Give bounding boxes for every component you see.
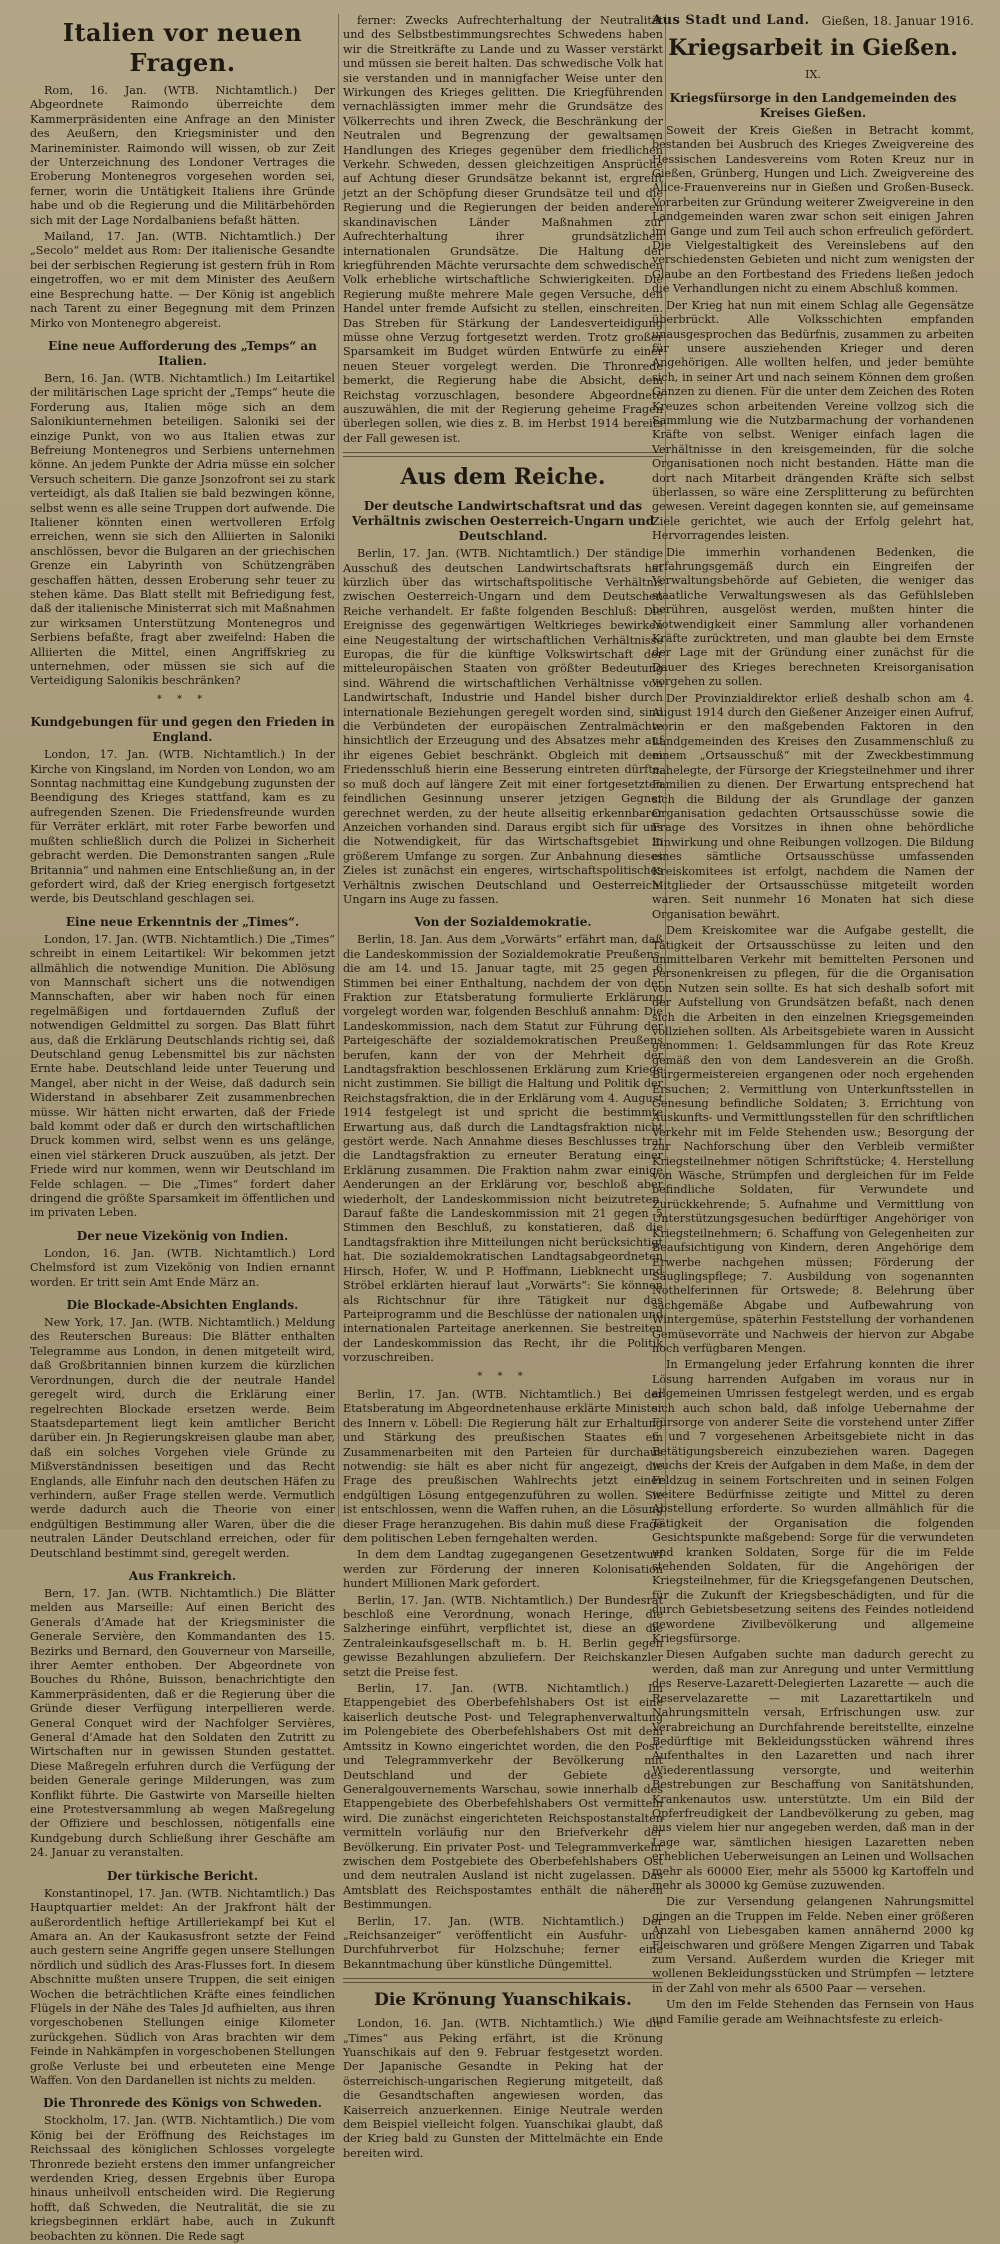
paragraph: Berlin, 17. Jan. (WTB. Nichtamtlich.) Der Bundesrat beschloß eine Verordnung, wonach Heringe, die Salzheringe einführt, verpflichtet ist, diese an die Zentraleinkaufsgesellschaft m. b. H. Berlin gegen gewisse Bezahlungen abzuliefern. Der Reichskanzler setzt die Preise fest. <box>343 1593 663 1679</box>
column-2 <box>343 14 663 2160</box>
paragraph: London, 17. Jan. (WTB. Nichtamtlich.) Die „Times“ schreibt in einem Leitartikel: Wir bekommen jetzt allmählich die notwendige Munition. Die Ablösung von Mannschaft sichert uns die notwendigen Mannschaften, aber wir haben noch für einen regelmäßigen und fortdauernden Zufluß der notwendigen Geldmittel zu sorgen. Das Blatt führt aus, daß die Erklärung Deutschlands richtig sei, daß Deutschland genug Lebensmittel bis zur nächsten Ernte habe. Deutschland leide unter Teuerung und Mangel, aber nicht in der Weise, daß dadurch sein Widerstand in absehbarer Zeit zusammenbrechen müsse. Wir hätten nicht erwarten, daß der Friede bald kommt oder daß er durch den wirtschaftlichen Druck kommen wird, selbst wenn es uns gelänge, einen viel stärkeren Druck auszuüben, als jetzt. Der Friede wird nur kommen, wenn wir Deutschland im Felde schlagen. — Die „Times“ fordert daher dringend die größte Sparsamkeit im öffentlichen und im privaten Leben. <box>30 932 335 1220</box>
subheading-sozialdemokratie: Von der Sozialdemokratie. <box>414 915 592 930</box>
headline-italien: Italien vor neuen Fragen. <box>62 18 303 77</box>
part-number: IX. <box>805 68 821 82</box>
paragraph: Rom, 16. Jan. (WTB. Nichtamtlich.) Der Abgeordnete Raimondo überreichte dem Kammerpräsidenten eine Anfrage an den Minister des Aeußern, den Kriegsminister und den Marineminister. Raimondo will wissen, ob zur Zeit der Unterzeichnung des Londoner Vertrages die Eroberung Montenegros vorgesehen worden sei, ferner, worin die Untätigkeit Italiens ihre Gründe habe und ob die Regierung und die Militärbehörden sich mit der Lage Nordalbaniens befaßt hätten. <box>30 84 335 227</box>
subheading-landwirtschaftsrat: Der deutsche Landwirtschaftsrat und das Verhältnis zwischen Oesterreich-Ungarn und Deutschland. <box>351 499 655 544</box>
separator-stars: * * * <box>477 1370 529 1382</box>
paragraph: Der Krieg hat nun mit einem Schlag alle Gegensätze überbrückt. Alle Volksschichten empfanden unausgesprochen das Bedürfnis, zusammen zu arbeiten für unsere ausziehenden Krieger und deren Angehörigen. Alle wollten helfen, und jeder bemühte sich, in seiner Art und nach seinem Können dem großen Ganzen zu dienen. Für die unter dem Zeichen des Roten Kreuzes schon arbeitenden Vereine vollzog sich die Sammlung wie die Nutzbarmachung der vorhandenen Kräfte von selbst. Weniger einfach lagen die Verhältnisse in den kreisgemeinden, für die solche Organisationen noch nicht bestanden. Hätte man die dort nach Mitarbeit drängenden Kräfte sich selbst überlassen, so wäre eine Zersplitterung zu befürchten gewesen. Vereint dagegen konnten sie, auf gemeinsame Ziele gerichtet, wie auch der Erfolg gelehrt hat, Hervorragendes leisten. <box>652 298 974 543</box>
paragraph: Bern, 17. Jan. (WTB. Nichtamtlich.) Die Blätter melden aus Marseille: Auf einen Bericht des Generals d’Amade hat der Kriegsminister die Generale Servière, den Kommandanten des 15. Bezirks und Bernard, den Gouverneur von Marseille, ihrer Aemter enthoben. Der Abgeordnete von Bouches du Rhône, Buisson, benachrichtigte den Kammerpräsidenten, daß er die Regierung über die Gründe dieser Verfügung interpellieren werde. General Conquet wird der Nachfolger Servières, General d’Amade hat den Soldaten den Zutritt zu Wirtschaften nur in gewissen Stunden gestattet. Diese Maßregeln erfuhren durch die Verfügung der beiden Generale geringe Milderungen, was zum Konflikt führte. Die Gastwirte von Marseille hielten eine Protestversammlung ab wegen Maßregelung der Offiziere und beschlossen, nötigenfalls eine Kundgebung durch Schließung ihrer Geschäfte am 24. Januar zu veranstalten. <box>30 1586 335 1860</box>
subheading-turkish: Der türkische Bericht. <box>106 1868 258 1883</box>
dateline: Gießen, 18. Januar 1916. <box>821 14 974 28</box>
paragraph: Diesen Aufgaben suchte man dadurch gerecht zu werden, daß man zur Anregung und unter Vermittlung des Reserve-Lazarett-Delegierten Lazarette — auch die Reservelazarette — mit Lazarettartikeln und Nahrungsmitteln versah, Erfrischungen usw. zur Verabreichung an Durchfahrende bereitstellte, einzelne Bedürftige mit Bekleidungsstücken während ihres Aufenthaltes in den Lazaretten und nach ihrer Wiederentlassung versorgte, und weiterhin Bestrebungen zur Beschaffung von Sanitätshunden, Krankenautos usw. unterstützte. Um ein Bild der Opferfreudigkeit der Landbevölkerung zu geben, mag aus vielem hier nur angegeben werden, daß man in der Lage war, sämtlichen hiesigen Lazaretten neben erheblichen Ueberweisungen an Leinen und Wollsachen mehr als 60000 Eier, mehr als 55000 kg Kartoffeln und mehr als 30000 kg Gemüse zuzuwenden. <box>652 1648 974 1892</box>
paragraph: London, 16. Jan. (WTB. Nichtamtlich.) Wie die „Times“ aus Peking erfährt, ist die Krönung Yuanschikais auf den 9. Februar festgesetzt worden. Der Japanische Gesandte in Peking hat der österreichisch-ungarischen Regierung mitgeteilt, daß die Gesandtschaften angewiesen worden, das Kaiserreich anzuerkennen. Einige Neutrale werden dem Beispiel vielleicht folgen. Yuanschikai glaubt, daß der Krieg bald zu Gunsten der Mittelmächte ein Ende bereiten wird. <box>343 2017 663 2160</box>
subheading-sweden: Die Thronrede des Königs von Schweden. <box>43 2096 322 2111</box>
paragraph: New York, 17. Jan. (WTB. Nichtamtlich.) Meldung des Reuterschen Bureaus: Die Blätter enthalten Telegramme aus London, in denen mitgeteilt wird, daß Großbritannien binnen kurzem die kürzlichen Verordnungen, durch die der neutrale Handel geregelt wird, durch die Erklärung einer regelrechten Blockade ersetzen werde. Beim Staatsdepartement liegt kein amtlicher Bericht darüber ein. Jn Regierungskreisen glaube man aber, daß ein solches Vorgehen viele Gründe zu Mißverständnissen beseitigen und das Recht Englands, alle Einfuhr nach den deutschen Häfen zu verhindern, außer Frage stellen werde. Vermutlich werde dadurch auch die Theorie von einer endgültigen Bestimmung aller Waren, über die die neutralen Länder Deutschland erreichen, oder für Deutschland bestimmt sind, geregelt werden. <box>30 1316 335 1560</box>
column-3 <box>652 13 974 2026</box>
paragraph: In Ermangelung jeder Erfahrung konnten die ihrer Lösung harrenden Aufgaben im voraus nur in allgemeinen Umrissen festgelegt werden, und es ergab sich auch schon bald, daß infolge Uebernahme der Fürsorge von anderer Seite die vorstehend unter Ziffer 6 und 7 vorgesehenen Arbeitsgebiete nicht in das Betätigungsbereich einzubeziehen waren. Dagegen wuchs der Kreis der Aufgaben in dem Maße, in dem der Feldzug in seinem Fortschreiten und in seinen Folgen weitere Bedürfnisse zeitigte und Mittel zu deren Abstellung erforderte. So wurden allmählich für die Tätigkeit der Organisation die folgenden Gesichtspunkte maßgebend: Sorge für die verwundeten und kranken Soldaten, Sorge für die im Felde stehenden Soldaten, für die Angehörigen der Kriegsteilnehmer, für die Kriegsgefangenen Deutschen, für die Zukunft der Kriegsbeschädigten, und für die durch Gebietsbesetzung seitens des Feindes notleidend gewordene Zivilbevölkerung und allgemeine Kriegsfürsorge. <box>652 1358 974 1646</box>
headline-yuanschikai: Die Krönung Yuanschikais. <box>374 1990 632 2011</box>
subheading-kriegsfuersorge: Kriegsfürsorge in den Landgemeinden des Kreises Gießen. <box>669 90 957 120</box>
paragraph: In dem dem Landtag zugegangenen Gesetzentwurf werden zur Förderung der inneren Kolonisation hundert Millionen Mark gefordert. <box>343 1548 663 1591</box>
subheading-times: Eine neue Erkenntnis der „Times“. <box>65 914 300 929</box>
paragraph: Der Provinzialdirektor erließ deshalb schon am 4. August 1914 durch den Gießener Anzeiger einen Aufruf, worin er den maßgebenden Faktoren in den Landgemeinden des Kreises den Zusammenschluß zu einem „Ortsausschuß“ mit der Zweckbestimmung nahelegte, der Fürsorge der Kriegsteilnehmer und ihrer Familien zu dienen. Der Erwartung entsprechend hat sich die Bildung der als Grundlage der ganzen Organisation gedachten Ortsausschüsse sowie die Frage des Vorsitzes in ihnen ohne behördliche Einwirkung und ohne Reibungen vollzogen. Die Bildung eines sämtliche Ortsausschüsse umfassenden Kreiskomitees ist erfolgt, nachdem die Namen der Mitglieder der Ortsausschüsse mitgeteilt worden waren. Seit nunmehr 16 Monaten hat sich diese Organisation bewährt. <box>652 691 974 921</box>
section-header <box>652 14 974 28</box>
paragraph: Berlin, 17. Jan. (WTB. Nichtamtlich.) Der „Reichsanzeiger“ veröffentlicht ein Ausfuhr- und Durchfuhrverbot für Holzschuhe; ferner eine Bekanntmachung über künstliche Düngemittel. <box>343 1914 663 1971</box>
subheading-temps: Eine neue Aufforderung des „Temps“ an Italien. <box>48 338 317 368</box>
section-title: Aus Stadt und Land. <box>652 13 810 28</box>
paragraph: ferner: Zwecks Aufrechterhaltung der Neutralität und des Selbstbestimmungsrechtes Schwedens haben wir die Streitkräfte zu Lande und zu Wasser verstärkt und müssen sie bereit halten. Das schwedische Volk hat sie verstanden und in mannigfacher Weise unter den Wirkungen des Krieges gelitten. Die Kriegführenden vernachlässigten immer mehr die Grundsätze des Völkerrechts und ihren Zweck, die Beschränkung der Neutralen und Begrenzung der gewaltsamen Handlungen des Krieges gegenüber dem friedlichen Verkehr. Schweden, dessen gleichzeitigen Ansprüche auf Achtung dieser Grundsätze bekannt ist, ergreift jetzt an der Schöpfung dieser Grundsätze teil und die Regierung und die Regierungen der beiden anderen skandinavischen Länder Maßnahmen zur Aufrechterhaltung ihrer grundsätzlichen internationalen Grundsätze. Die Haltung der kriegführenden Mächte verursachte dem schwedischen Volk erhebliche wirtschaftliche Schwierigkeiten. Die Regierung mußte mehrere Male gegen Versuche, den Handel unter fremde Aufsicht zu stellen, einschreiten. Das Streben für Stärkung der Landesverteidigung müsse ohne Verzug fortgesetzt werden. Trotz großer Sparsamkeit im Budget würden Entwürfe zu einer neuen Steuer vorgelegt werden. Die Thronrede bemerkt, die Regierung habe die Absicht, dem Reichstag vorzuschlagen, besondere Abgeordnete auszuwählen, die mit der Regierung geheime Fragen überlegen sollen, wie dies z. B. im Herbst 1914 bereits der Fall gewesen ist. <box>343 14 663 445</box>
paragraph: Berlin, 17. Jan. (WTB. Nichtamtlich.) Der ständige Ausschuß des deutschen Landwirtschaftsrats hat kürzlich über das wirtschaftspolitische Verhältnis zwischen Oesterreich-Ungarn und dem Deutschen Reiche verhandelt. Er faßte folgenden Beschluß: Die Ereignisse des gegenwärtigen Weltkrieges bewirken eine Neugestaltung der wirtschaftlichen Verhältnisse Europas, die für die künftige Volkswirtschaft der mitteleuropäischen Staaten von größter Bedeutung sind. Während die wirtschaftlichen Verhältnisse von Landwirtschaft, Industrie und Handel bisher durch internationale Beziehungen geregelt worden sind, sind die Verbündeten der europäischen Zentralmächte hinsichtlich der Erzeugung und des Absatzes mehr auf ihr eigenes Gebiet beschränkt. Obgleich mit dem Friedensschluß hierin eine Besserung eintreten dürfte, so muß doch auf längere Zeit mit einer fortgesetzten feindlichen Gesinnung unserer jetzigen Gegner gerechnet werden, zu der heute allseitig erkennbarer Anzeichen vorhanden sind. Daraus ergibt sich für uns die Notwendigkeit, für das Wirtschaftsgebiet in größerem Umfange zu sorgen. Zur Anbahnung dieses Zieles ist zunächst ein engeres, wirtschaftspolitisches Verhältnis zwischen Deutschland und Oesterreich-Ungarn ins Auge zu fassen. <box>343 547 663 906</box>
headline-reich: Aus dem Reiche. <box>400 464 606 491</box>
paragraph: Berlin, 18. Jan. Aus dem „Vorwärts“ erfährt man, daß die Landeskommission der Sozialdemokratie Preußens, die am 14. und 15. Januar tagte, mit 25 gegen 6 Stimmen bei einer Enthaltung, nachdem der von der Fraktion zur Etatsberatung formulierte Erklärung vorgelegt worden war, folgenden Beschluß annahm: Die Landeskommission, nach dem Statut zur Führung der Parteigeschäfte der sozialdemokratischen Preußens berufen, kann der von der Mehrheit der Landtagsfraktion beschlossenen Erklärung zum Kriege nicht zustimmen. Sie billigt die Haltung und Politik der Reichstagsfraktion, die in der Erklärung vom 4. August 1914 festgelegt ist und spricht die bestimmte Erwartung aus, daß durch die Landtagsfraktion nicht gestört werde. Nach Annahme dieses Beschlusses trat die Landtagsfraktion zu erneuter Beratung einer Erklärung zusammen. Die Fraktion nahm zwar einige Aenderungen an der Erklärung vor, beschloß aber wiederholt, der Landeskommission nicht beizutreten. Darauf faßte die Landeskommission mit 21 gegen 5 Stimmen den Beschluß, zu konstatieren, daß die Landtagsfraktion ihre Mitteilungen nicht berücksichtigt hat. Die sozialdemokratischen Landtagsabgeordneten Hirsch, Hofer, W. und P. Hoffmann, Liebknecht und Ströbel erklärten hierauf laut „Vorwärts“: Sie können als Richtschnur für ihre Tätigkeit nur das Parteiprogramm und die Beschlüsse der nationalen und internationalen Parteitage anerkennen. Sie bestreiten der Landeskommission das Recht, ihr die Politik vorzuschreiben. <box>343 933 663 1365</box>
paragraph: Dem Kreiskomitee war die Aufgabe gestellt, die Tätigkeit der Ortsausschüsse zu leiten und den unmittelbaren Verkehr mit bemittelten Personen und Personenkreisen zu pflegen, für die die Organisation von Nutzen sein sollte. Es hat sich deshalb sofort mit der Aufstellung von Grundsätzen befaßt, nach denen sich die Arbeiten in den einzelnen Kriegsgemeinden vollziehen sollten. Als Arbeitsgebiete waren in Aussicht genommen: 1. Geldsammlungen für das Rote Kreuz gemäß den von dem Landesverein an die Großh. Bürgermeistereien ergangenen oder noch ergehenden Ersuchen; 2. Vermittlung von Unterkunftsstellen in Genesung befindliche Soldaten; 3. Errichtung von Auskunfts- und Vermittlungsstellen für den schriftlichen Verkehr mit im Felde Stehenden usw.; Besorgung der zur Nachforschung über den Verbleib vermißter Kriegsteilnehmer nötigen Schriftstücke; 4. Herstellung von Wäsche, Strümpfen und dergleichen für im Felde befindliche Soldaten, für Verwundete und Zurückkehrende; 5. Aufnahme und Vermittlung von Unterstützungsgesuchen bedürftiger Angehöriger von Kriegsteilnehmern; 6. Schaffung von Gelegenheiten zur Beaufsichtigung von Kindern, deren Angehörige dem Erwerbe nachgehen müssen; Förderung der Säuglingspflege; 7. Ausbildung von sogenannten Nothelferinnen für Ortswede; 8. Belehrung über sachgemäße Abgabe und Aufbewahrung von Wintergemüse, späterhin Feststellung der vorhandenen Gemüsevorräte und Nachweis der hiervon zur Abgabe noch verfügbaren Mengen. <box>652 924 974 1355</box>
paragraph: Soweit der Kreis Gießen in Betracht kommt, bestanden bei Ausbruch des Krieges Zweigvereine des Hessischen Landesvereins vom Roten Kreuz nur in Gießen, Grünberg, Hungen und Lich. Zweigvereine des Alice-Frauenvereins nur in Gießen und Großen-Buseck. Vorarbeiten zur Gründung weiterer Zweigvereine in den Landgemeinden waren zwar schon seit einigen Jahren im Gange und zum Teil auch schon erfreulich gefördert. Die Vielgestaltigkeit des Vereinslebens auf den verschiedensten Gebieten und nicht zum wenigsten der Glaube an den Fortbestand des Friedens ließen jedoch die Verhandlungen nicht zu einem Abschluß kommen. <box>652 123 974 296</box>
subheading-france: Aus Frankreich. <box>128 1568 237 1583</box>
column-rule <box>338 14 339 1517</box>
paragraph: Um den im Felde Stehenden das Fernsein von Haus und Familie gerade am Weihnachtsfeste zu erleich- <box>652 1998 974 2026</box>
subheading-england: Kundgebungen für und gegen den Frieden in England. <box>30 715 335 745</box>
separator-stars: * * * <box>156 693 209 705</box>
paragraph: London, 17. Jan. (WTB. Nichtamtlich.) In der Kirche von Kingsland, im Norden von London, wo am Sonntag nachmittag eine Kundgebung zugunsten der Beendigung des Krieges stattfand, kam es zu aufregenden Szenen. Die Friedensfreunde wurden für Verräter erklärt, mit roter Farbe beworfen und mußten schließlich durch die Polizei in Sicherheit gebracht werden. Die Demonstranten sangen „Rule Britannia“ und nahmen eine Entschließung an, in der gefordert wird, daß der Krieg energisch fortgesetzt werde, bis Deutschland geschlagen sei. <box>30 748 335 906</box>
subheading-blockade: Die Blockade-Absichten Englands. <box>66 1298 299 1313</box>
subheading-india: Der neue Vizekönig von Indien. <box>76 1228 289 1243</box>
paragraph: Mailand, 17. Jan. (WTB. Nichtamtlich.) Der „Secolo“ meldet aus Rom: Der italienische Gesandte bei der serbischen Regierung ist gestern früh in Rom eingetroffen, wo er mit dem Minister des Aeußern eine Besprechung hatte. — Der König ist angeblich nach Tarent zu einer Begegnung mit dem Prinzen Mirko von Montenegro abgereist. <box>30 230 335 330</box>
paragraph: Berlin, 17. Jan. (WTB. Nichtamtlich.) Bei der Etatsberatung im Abgeordnetenhause erklärte Minister des Innern v. Löbell: Die Regierung hält zur Erhaltung und Stärkung des preußischen Staates ein Zusammenarbeiten mit den Parteien für durchaus notwendig: sie hält es aber nicht für angezeigt, die Frage des preußischen Wahlrechts jetzt einer endgültigen Lösung entgegenzuführen zu wollen. Sie ist entschlossen, wenn die Waffen ruhen, an die Lösung dieser Frage heranzugehen. Bis dahin muß diese Frage dem politischen Leben ferngehalten werden. <box>343 1387 663 1545</box>
paragraph: Konstantinopel, 17. Jan. (WTB. Nichtamtlich.) Das Hauptquartier meldet: An der Jrakfront hält der außerordentlich heftige Artilleriekampf bei Kut el Amara an. An der Kaukasusfront setzte der Feind auch gestern seine Angriffe gegen unsere Stellungen nördlich und südlich des Aras-Flusses fort. In diesem Abschnitte mußten unsere Truppen, die seit einigen Wochen die beträchtlichen Kräfte eines feindlichen Flügels in der Nähe des Tales Jd aufhielten, aus ihren vorgeschobenen Stellungen einige Kilometer zurückgehen. Südlich von Aras brachten wir dem Feinde in Nahkämpfen in vorgeschobenen Stellungen große Verluste bei und erbeuteten eine Menge Waffen. Von den Dardanellen ist nichts zu melden. <box>30 1886 335 2087</box>
headline-kriegsarbeit: Kriegsarbeit in Gießen. <box>668 35 958 62</box>
column-1 <box>30 14 335 2243</box>
paragraph: Berlin, 17. Jan. (WTB. Nichtamtlich.) Im Etappengebiet des Oberbefehlshabers Ost ist eine kaiserlich deutsche Post- und Telegraphenverwaltung im Polengebiete des Oberbefehlshabers Ost mit dem Amtssitz in Kowno eingerichtet worden, die den Post- und Telegrammverkehr der Bevölkerung mit Deutschland und der Gebiete des Generalgouvernements Warschau, sowie innerhalb des Etappengebiete des Oberbefehlshabers Ost vermitteln wird. Die zunächst eingerichteten Reichspostanstalten vermitteln vorläufig nur den Briefverkehr der Bevölkerung. Ein privater Post- und Telegrammverkehr zwischen dem Postgebiete des Oberbefehlshabers Ost und dem neutralen Ausland ist nicht zugelassen. Das Amtsblatt des Reichspostamtes enthält die näheren Bestimmungen. <box>343 1682 663 1912</box>
paragraph: Die immerhin vorhandenen Bedenken, die erfahrungsgemäß durch ein Eingreifen der Verwaltungsbehörde auf Gebieten, die weniger das staatliche Verwaltungswesen als das Gefühlsleben berühren, ausgelöst werden, mußten hinter die Notwendigkeit einer Sammlung aller vorhandenen Kräfte zurücktreten, und man glaubte bei dem Ernste der Lage mit der Gründung einer zunächst für die Dauer des Krieges berechneten Kreisorganisation vorgehen zu sollen. <box>652 545 974 689</box>
paragraph: London, 16. Jan. (WTB. Nichtamtlich.) Lord Chelmsford ist zum Vizekönig von Indien ernannt worden. Er tritt sein Amt Ende März an. <box>30 1246 335 1289</box>
divider <box>343 452 663 457</box>
divider <box>343 1978 663 1983</box>
paragraph: Stockholm, 17. Jan. (WTB. Nichtamtlich.) Die vom König bei der Eröffnung des Reichstages im Reichssaal des königlichen Schlosses vorgelegte Thronrede bezieht erstens den immer unfangreicher werdenden Krieg, dessen Ergebnis über Europa hinaus unheilvoll entscheiden wird. Die Regierung hofft, daß Schweden, die Neutralität, die sie zu kriegsbeginnen erklärt habe, auch in Zukunft beobachten zu können. Die Rede sagt <box>30 2114 335 2243</box>
paragraph: Die zur Versendung gelangenen Nahrungsmittel gingen an die Truppen im Felde. Neben einer größeren Anzahl von Liebesgaben kamen annähernd 2000 kg Fleischwaren und größere Mengen Zigarren und Tabak zum Versand. Außerdem wurden die Krieger mit wollenen Bekleidungsstücken und Strümpfen — letztere in der Zahl von mehr als 6500 Paar — versehen. <box>652 1895 974 1995</box>
paragraph: Bern, 16. Jan. (WTB. Nichtamtlich.) Im Leitartikel der militärischen Lage spricht der „Temps“ heute die Forderung aus, Italien möge sich an dem Salonikiunternehmen beteiligen. Saloniki sei der einzige Punkt, von wo aus Italien etwas zur Befreiung Montenegros und Serbiens unternehmen könne. An jedem Punkte der Adria müsse ein solcher Versuch scheitern. Die ganze Jsonzofront sei zu stark verteidigt, als daß Italien sie bald bezwingen könne, selbst wenn es alle seine Truppen dort aufwende. Die Italiener könnten einen wertvolleren Erfolg erreichen, wenn sie sich den Alliierten in Saloniki anschlössen, bevor die Bulgaren an der griechischen Grenze ein Labyrinth von Schützengräben geschaffen hätten, dessen Eroberung sehr teuer zu stehen käme. Das Blatt stellt mit Befriedigung fest, daß der italienische Ministerrat sich mit Maßnahmen zur wirksamen Unterstützung Montenegros und Serbiens befaßte, fragt aber zweifelnd: Haben die Alliierten die Mittel, einen Angriffskrieg zu unternehmen, oder müssen sie sich auf die Verteidigung Salonikis beschränken? <box>30 371 335 688</box>
